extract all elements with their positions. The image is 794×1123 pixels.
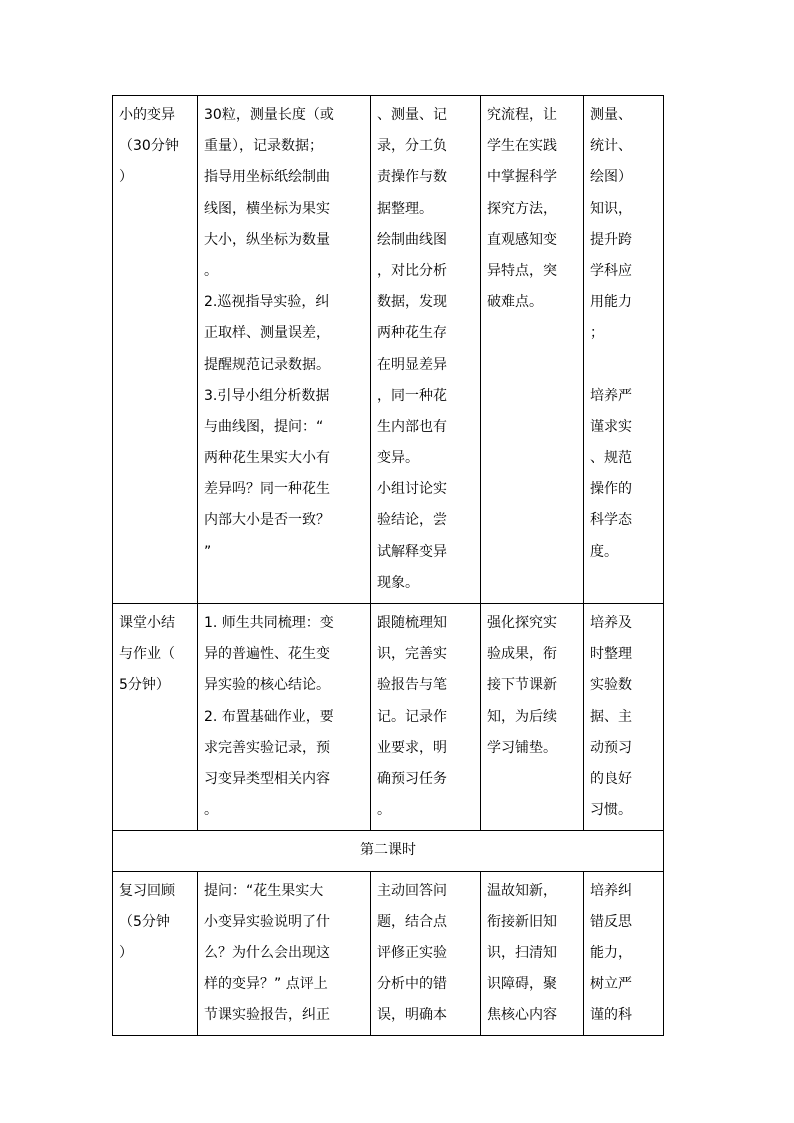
text-line: 操作的 xyxy=(590,481,632,498)
text-line: 学习铺垫。 xyxy=(487,739,557,756)
text-line: 绘制曲线图 xyxy=(377,231,447,248)
text-line: 验报告与笔 xyxy=(377,677,447,694)
text-line: 识，完善实 xyxy=(377,646,447,663)
text-line: 在明显差异 xyxy=(377,356,447,373)
text-line: 与作业（ xyxy=(119,646,175,663)
text-line: 主动回答问 xyxy=(377,882,447,899)
text-line: 验结论，尝 xyxy=(377,512,447,529)
student-activity-cell xyxy=(371,604,481,831)
text-line: 5分钟） xyxy=(119,677,170,694)
text-line: 2.巡视指导实验，纠 xyxy=(204,294,330,311)
text-line: 正取样、测量误差， xyxy=(204,325,330,342)
text-line: 大小，纵坐标为数量 xyxy=(204,231,330,248)
text-line: 测量、 xyxy=(590,107,632,123)
text-line: 绘图） xyxy=(590,169,632,186)
text-line: 线图，横坐标为果实 xyxy=(204,200,330,217)
text-line: ，对比分析 xyxy=(377,262,447,279)
text-line: 统计、 xyxy=(590,138,632,155)
text-line: 、规范 xyxy=(590,450,632,467)
text-line: 小变异实验说明了什 xyxy=(204,913,330,930)
text-line: 习变异类型相关内容 xyxy=(204,770,330,787)
text-line: 与曲线图，提问：“ xyxy=(204,418,324,435)
text-line: 录，分工负 xyxy=(377,138,447,155)
text-line: 学科应 xyxy=(590,262,632,279)
text-line: 节课实验报告，纠正 xyxy=(204,1007,330,1024)
text-line: 中掌握科学 xyxy=(487,169,557,186)
text-line: 样的变异？” 点评上 xyxy=(204,976,328,993)
text-line: 的良好 xyxy=(590,770,632,787)
text-line: 实验数 xyxy=(590,677,632,694)
text-line: 直观感知变 xyxy=(487,231,557,248)
text-line: ，同一种花 xyxy=(377,387,447,404)
text-line: 小的变异 xyxy=(119,107,175,123)
text-line: 复习回顾 xyxy=(119,882,175,899)
text-line: 错反思 xyxy=(590,913,632,930)
teacher-activity-cell xyxy=(198,604,371,831)
text-line: ） xyxy=(119,944,133,961)
text-line: 变异。 xyxy=(377,450,419,467)
text-line: 时整理 xyxy=(590,646,632,663)
text-line: 分析中的错 xyxy=(377,976,447,993)
table-row xyxy=(113,604,664,831)
text-line: 提升跨 xyxy=(590,231,632,248)
text-line: 验成果，衔 xyxy=(487,646,557,663)
text-line: 知识， xyxy=(590,200,632,217)
text-line: 题，结合点 xyxy=(377,913,447,930)
text-line: 破难点。 xyxy=(487,294,543,311)
text-line: 知，为后续 xyxy=(487,708,557,725)
text-line: 识，扫清知 xyxy=(487,944,557,961)
text-line: （30分钟 xyxy=(119,138,179,155)
text-line: 度。 xyxy=(590,543,618,560)
text-line: 衔接新旧知 xyxy=(487,913,557,930)
text-line: 学生在实践 xyxy=(487,138,557,155)
student-activity-cell xyxy=(371,871,481,1036)
text-line: 探究方法， xyxy=(487,200,557,217)
text-line: 评修正实验 xyxy=(377,944,447,961)
text-line: ” xyxy=(204,543,212,560)
text-line: 误，明确本 xyxy=(377,1007,447,1024)
text-line: 1. 师生共同梳理：变 xyxy=(204,615,334,631)
text-line: 培养纠 xyxy=(590,882,632,899)
text-line: 用能力 xyxy=(590,294,632,311)
text-line: 30粒，测量长度（或 xyxy=(204,107,334,123)
stage-cell xyxy=(113,604,198,831)
text-line: 两种花生果实大小有 xyxy=(204,450,330,467)
text-line: 识障碍，聚 xyxy=(487,976,557,993)
table-row xyxy=(113,831,664,871)
design-intent-cell xyxy=(481,96,584,604)
text-line: 强化探究实 xyxy=(487,615,557,631)
text-line: 谨的科 xyxy=(590,1007,632,1024)
stage-cell xyxy=(113,871,198,1036)
table-row xyxy=(113,96,664,604)
stage-cell xyxy=(113,96,198,604)
goal-cell xyxy=(584,96,664,604)
text-line: 记。记录作 xyxy=(377,708,447,725)
text-line: 业要求，明 xyxy=(377,739,447,756)
text-line: 温故知新， xyxy=(487,882,557,899)
goal-part-b xyxy=(590,381,657,568)
text-line: 生内部也有 xyxy=(377,418,447,435)
text-line: 究流程，让 xyxy=(487,107,557,123)
student-activity-cell xyxy=(371,96,481,604)
text-line: ） xyxy=(119,169,133,186)
text-line: （5分钟 xyxy=(119,913,170,930)
text-line: 。 xyxy=(204,262,218,279)
text-line: 异特点，突 xyxy=(487,262,557,279)
text-line: 习惯。 xyxy=(590,802,632,819)
text-line: 试解释变异 xyxy=(377,543,447,560)
teacher-activity-cell xyxy=(198,96,371,604)
goal-cell xyxy=(584,871,664,1036)
text-line: 动预习 xyxy=(590,739,632,756)
text-line: 内部大小是否一致？ xyxy=(204,512,330,529)
text-line: 差异吗？同一种花生 xyxy=(204,481,330,498)
text-line: 确预习任务 xyxy=(377,770,447,787)
text-line: 、测量、记 xyxy=(377,107,447,123)
text-line: 据整理。 xyxy=(377,200,433,217)
text-line: 科学态 xyxy=(590,512,632,529)
teacher-activity-cell xyxy=(198,871,371,1036)
text-line: 2. 布置基础作业，要 xyxy=(204,708,334,725)
text-line: 。 xyxy=(204,802,218,819)
text-line: 提问：“花生果实大 xyxy=(204,882,324,899)
text-line: 责操作与数 xyxy=(377,169,447,186)
text-line: 异实验的核心结论。 xyxy=(204,677,330,694)
text-line: 么？为什么会出现这 xyxy=(204,944,330,961)
text-line: 能力， xyxy=(590,944,632,961)
text-line: 培养严 xyxy=(590,387,632,404)
design-intent-cell xyxy=(481,871,584,1036)
text-line: 小组讨论实 xyxy=(377,481,447,498)
text-line: ； xyxy=(590,325,604,342)
text-line: 3.引导小组分析数据 xyxy=(204,387,330,404)
text-line: 提醒规范记录数据。 xyxy=(204,356,330,373)
design-intent-cell xyxy=(481,604,584,831)
text-line: 。 xyxy=(377,802,391,819)
text-line: 异的普遍性、花生变 xyxy=(204,646,330,663)
text-line: 跟随梳理知 xyxy=(377,615,447,631)
text-line: 谨求实 xyxy=(590,418,632,435)
section-heading: 第二课时 xyxy=(113,831,664,871)
text-line: 重量），记录数据； xyxy=(204,138,323,155)
table-row xyxy=(113,871,664,1036)
text-line: 现象。 xyxy=(377,574,419,591)
text-line: 培养及 xyxy=(590,615,632,631)
text-line: 两种花生存 xyxy=(377,325,447,342)
text-line: 指导用坐标纸绘制曲 xyxy=(204,169,330,186)
text-line: 求完善实验记录，预 xyxy=(204,739,330,756)
goal-cell xyxy=(584,604,664,831)
lesson-plan-table xyxy=(112,95,664,1036)
goal-part-a xyxy=(590,100,657,350)
text-line: 树立严 xyxy=(590,976,632,993)
text-line: 接下节课新 xyxy=(487,677,557,694)
text-line: 数据，发现 xyxy=(377,294,447,311)
text-line: 课堂小结 xyxy=(119,615,175,631)
text-line: 据、主 xyxy=(590,708,632,725)
text-line: 焦核心内容 xyxy=(487,1007,557,1024)
